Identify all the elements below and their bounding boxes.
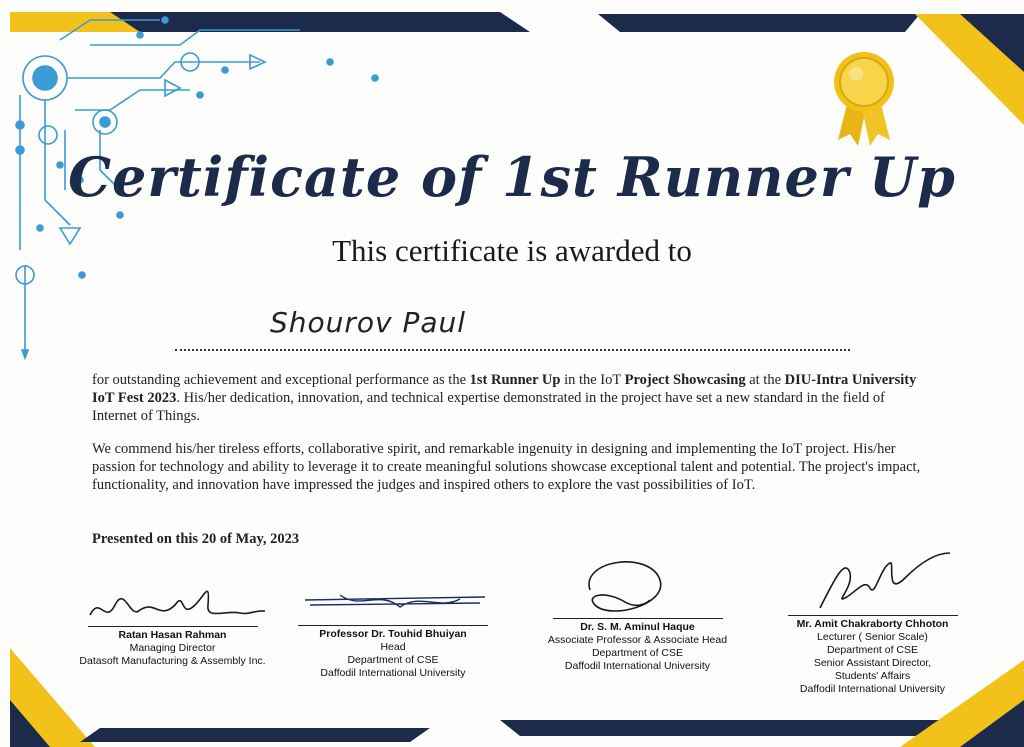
certificate-title: Certificate of 1st Runner Up <box>68 145 956 209</box>
signatory-name: Ratan Hasan Rahman <box>118 629 227 641</box>
signatory-1: Ratan Hasan Rahman Managing Director Datasoft Manufacturing & Assembly Inc. <box>75 626 270 668</box>
gold-medal-icon <box>834 52 894 146</box>
recipient-dotted-line <box>175 349 850 351</box>
recipient-name: Shourov Paul <box>270 306 467 339</box>
signatory-2: Professor Dr. Touhid Bhuiyan Head Department of CSE Daffodil International University <box>298 625 488 680</box>
commendation-paragraph: We commend his/her tireless efforts, collaborative spirit, and remarkable ingenuity in designing and implementing the IoT project. His/her passion for technology and ability to leverage it to create meaningful solutions showcase exceptional talent and potential. The project's impact, functionality, and innovation have impressed the judges and inspired others to explore the vast possibilities of IoT. <box>92 441 921 493</box>
signatory-name: Mr. Amit Chakraborty Chhoton <box>796 618 949 630</box>
signatory-4: Mr. Amit Chakraborty Chhoton Lecturer ( Senior Scale) Department of CSE Senior Assistant Director, Students' Affairs Daffodil International University <box>785 615 960 696</box>
signatory-name: Professor Dr. Touhid Bhuiyan <box>319 628 467 640</box>
signature-ink-3 <box>570 550 680 620</box>
signature-ink-4 <box>815 548 955 618</box>
certificate-subtitle: This certificate is awarded to <box>332 233 692 268</box>
signature-ink-2 <box>300 585 490 620</box>
signatory-3: Dr. S. M. Aminul Haque Associate Professor & Associate Head Department of CSE Daffodil International University <box>540 618 735 673</box>
signature-ink-1 <box>80 575 270 630</box>
achievement-paragraph: for outstanding achievement and exceptional performance as the 1st Runner Up in the IoT Project Showcasing at the DIU-Intra University IoT Fest 2023. His/her dedication, innovation, and technical expertise demonstrated in the project have set a new standard in the field of Internet of Things. <box>92 372 917 424</box>
signatory-name: Dr. S. M. Aminul Haque <box>580 621 695 633</box>
presented-date: Presented on this 20 of May, 2023 <box>92 531 300 547</box>
